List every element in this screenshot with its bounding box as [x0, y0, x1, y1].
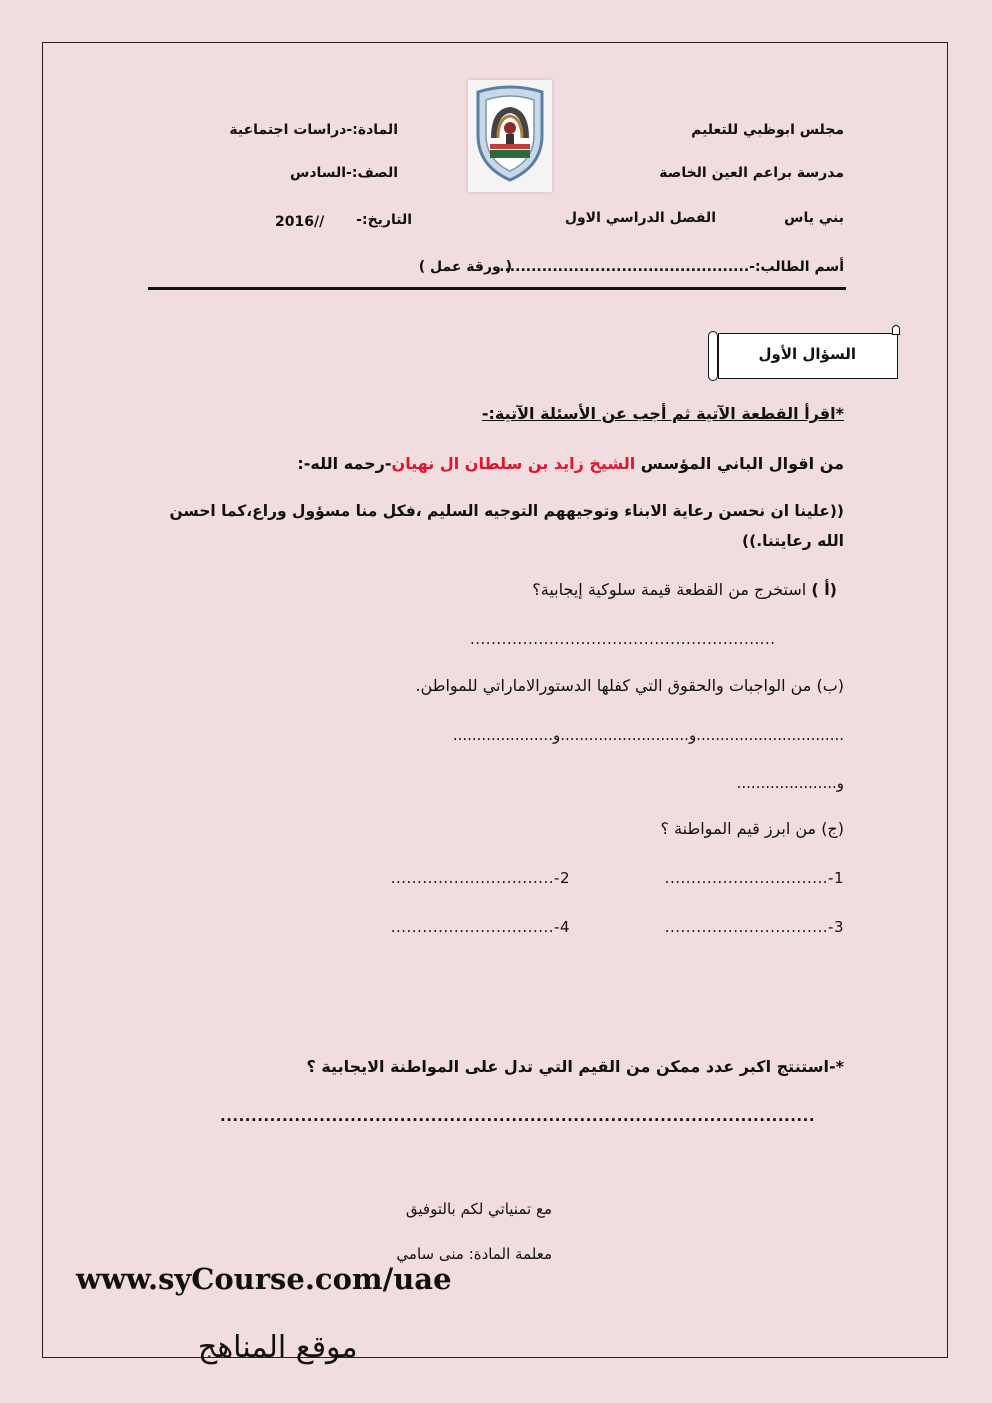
sheikh-name: الشيخ زايد بن سلطان ال نهيان [391, 454, 636, 473]
location: بني ياس [784, 210, 844, 226]
section-title-box [708, 325, 900, 382]
quote-intro-after: -رحمه الله-: [297, 454, 392, 473]
teacher-name: معلمة المادة: منى سامي [396, 1245, 552, 1263]
date-value: 2016// [275, 214, 325, 230]
instruction: *اقرأ القطعة الآتية ثم أجب عن الأسئلة الآتية:- [481, 404, 844, 423]
question-d: *-استنتج اكبر عدد ممكن من القيم التي تدل على المواطنة الايجابية ؟ [306, 1057, 844, 1076]
scroll-edge [708, 331, 718, 381]
answer-c-item-4[interactable]: 4-............................... [390, 918, 570, 936]
watermark-url: www.syCourse.com/uae [76, 1262, 452, 1296]
section-title: السؤال الأول [758, 345, 856, 363]
grade: الصف:-السادس [290, 165, 398, 181]
answer-c-item-3[interactable]: 3-............................... [664, 918, 844, 936]
question-a [532, 580, 837, 599]
semester: الفصل الدراسي الاول [564, 210, 716, 226]
header-divider [148, 287, 846, 290]
quote-line-2: الله رعايتنا.)) [742, 532, 844, 550]
quote-intro [297, 454, 844, 473]
answer-c-item-2[interactable]: 2-............................... [390, 869, 570, 887]
subject: المادة:-دراسات اجتماعية [229, 122, 398, 138]
page-border [42, 42, 948, 1358]
quote-intro-before: من اقوال الباني المؤسس [635, 454, 844, 473]
answer-b-field-2[interactable]: و..................... [736, 774, 844, 792]
watermark-brand: موقع المناهج [198, 1330, 358, 1365]
question-b: (ب) من الواجبات والحقوق التي كفلها الدستورالاماراتي للمواطن. [415, 676, 844, 695]
council-name: مجلس ابوظبي للتعليم [691, 122, 844, 138]
answer-b-field-1[interactable]: ...............................و...........................و..................... [452, 726, 844, 744]
question-a-text: استخرج من القطعة قيمة سلوكية إيجابية؟ [532, 580, 807, 599]
answer-d-field[interactable]: ................................................................................................ [220, 1107, 816, 1125]
worksheet-label: ( ورقة عمل ) [418, 259, 512, 275]
answer-a-field[interactable]: .......................................................... [470, 630, 776, 648]
date-label: التاريخ:- [356, 212, 412, 228]
scroll-curl [892, 325, 900, 335]
question-a-label: (أ ) [811, 580, 837, 599]
quote-line-1: ((علينا ان نحسن رعاية الابناء وتوجيههم التوجيه السليم ،فكل منا مسؤول وراع،كما احسن [169, 502, 844, 520]
student-name-field[interactable]: أسم الطالب:-............................................... [499, 259, 844, 275]
answer-c-item-1[interactable]: 1-............................... [664, 869, 844, 887]
closing-wishes: مع تمنياتي لكم بالتوفيق [405, 1200, 552, 1218]
school-name: مدرسة براعم العين الخاصة [659, 165, 844, 181]
school-crest-icon [468, 80, 552, 192]
question-c: (ج) من ابرز قيم المواطنة ؟ [660, 819, 844, 838]
